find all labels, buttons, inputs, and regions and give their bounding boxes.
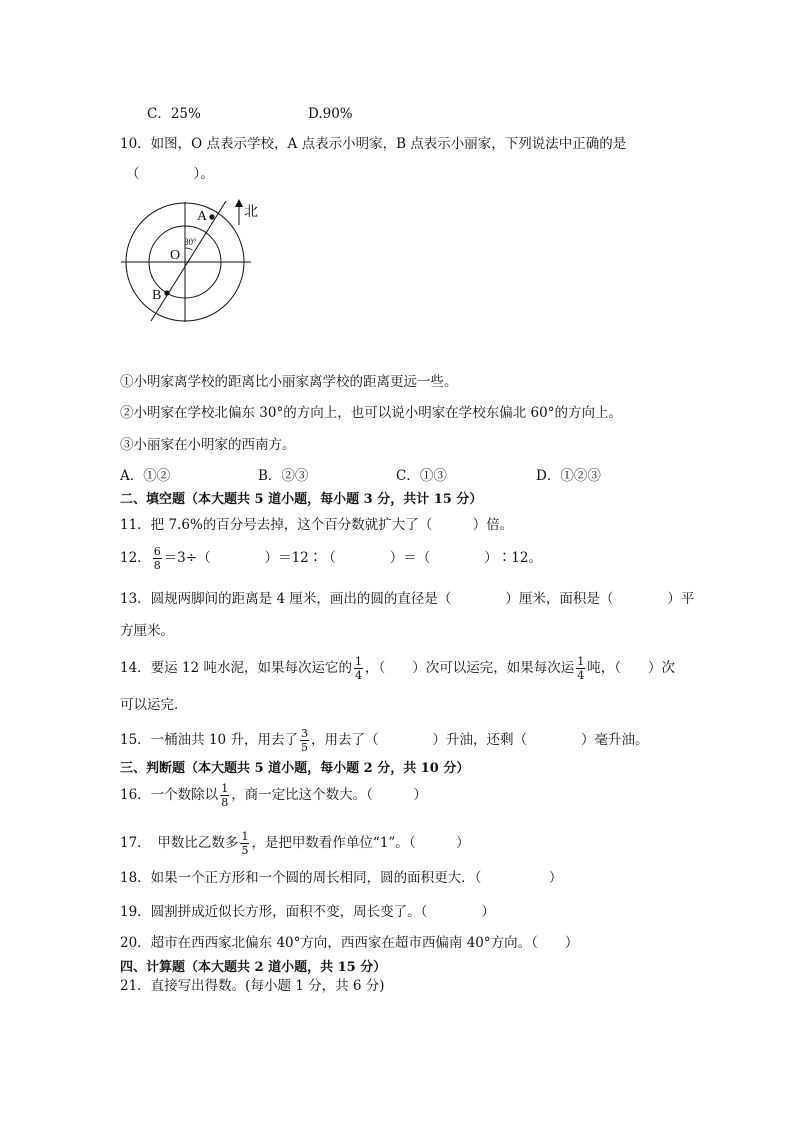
- q12-rest: ＝3÷（ ）＝12∶（ ）＝（ ）∶12。: [163, 550, 542, 566]
- q15-numerator: 3: [300, 727, 308, 740]
- label-o: O: [170, 248, 181, 263]
- option-c: C．25%: [147, 106, 201, 122]
- q14-suffix: 吨，（ ）次: [587, 660, 675, 676]
- q15-prefix: 15．一桶油共 10 升，用去了: [120, 732, 298, 748]
- q14-denominator-1: 4: [354, 669, 362, 682]
- q10-stem: 10．如图，O 点表示学校，A 点表示小明家，B 点表示小丽家，下列说法中正确的是: [120, 136, 627, 152]
- q16-rest: ，商一定比这个数大。（ ）: [231, 787, 427, 803]
- q11: 11．把 7.6%的百分号去掉，这个百分数就扩大了（ ）倍。: [120, 517, 514, 533]
- q17-fraction: [240, 831, 249, 856]
- point-a: [209, 214, 214, 219]
- ab-line: [151, 201, 226, 321]
- q14-prefix: 14．要运 12 吨水泥，如果每次运它的: [120, 660, 352, 676]
- label-b: B: [152, 288, 162, 303]
- q10-option-b: B．②③: [258, 468, 309, 484]
- q15-denominator: 5: [300, 741, 308, 754]
- q10-statement-2: ②小明家在学校北偏东 30°的方向上，也可以说小明家在学校东偏北 60°的方向上。: [120, 405, 622, 421]
- angle-label: 30°: [184, 237, 197, 247]
- q12-prefix: 12．: [120, 550, 151, 566]
- point-b: [164, 290, 169, 295]
- q10-option-d: D．①②③: [536, 468, 601, 484]
- q10-statement-1: ①小明家离学校的距离比小丽家离学校的距离更远一些。: [120, 374, 458, 390]
- q10-option-a: A．①②: [120, 468, 171, 484]
- q21: 21．直接写出得数。(每小题 1 分，共 6 分): [120, 978, 385, 994]
- q12-denominator: 8: [153, 559, 161, 572]
- q17: [120, 831, 470, 856]
- q14-middle: ，（ ）次可以运完，如果每次运: [364, 660, 575, 676]
- q20: 20．超市在西西家北偏东 40°方向，西西家在超市西偏南 40°方向。（ ）: [120, 935, 579, 951]
- section-2-heading: 二、填空题（本大题共 5 道小题，每小题 3 分，共计 15 分）: [120, 492, 483, 507]
- option-d: D.90%: [308, 106, 353, 122]
- q17-numerator: 1: [241, 830, 249, 843]
- q14-numerator-2: 1: [577, 655, 585, 668]
- q12: [120, 546, 542, 571]
- q12-numerator: 6: [153, 545, 161, 558]
- q16-prefix: 16．一个数除以: [120, 787, 219, 803]
- q15-rest: ，用去了（ ）升油，还剩（ ）毫升油。: [310, 732, 649, 748]
- q16: [120, 783, 427, 808]
- angle-arc: [185, 248, 193, 250]
- q10-blank: （ ）。: [126, 166, 214, 182]
- q15-fraction: [300, 728, 309, 753]
- north-arrow-head: [235, 199, 243, 207]
- q14-fraction-2: [576, 656, 585, 681]
- q16-numerator: 1: [221, 782, 229, 795]
- q10-figure: [118, 195, 258, 330]
- q14-fraction-1: [354, 656, 363, 681]
- label-a: A: [197, 209, 208, 224]
- q12-fraction: [153, 546, 162, 571]
- q19: 19．圆割拼成近似长方形，面积不变，周长变了。（ ）: [120, 904, 495, 920]
- section-4-heading: 四、计算题（本大题共 2 道小题，共 15 分）: [120, 960, 387, 975]
- q17-prefix: 17． 甲数比乙数多: [120, 835, 239, 851]
- q14-numerator-1: 1: [354, 655, 362, 668]
- q16-denominator: 8: [221, 796, 229, 809]
- q16-fraction: [220, 783, 229, 808]
- q15: [120, 728, 648, 753]
- q10-option-c: C．①③: [396, 468, 447, 484]
- q14-denominator-2: 4: [577, 669, 585, 682]
- q14-line-2: 可以运完．: [120, 697, 188, 713]
- section-3-heading: 三、判断题（本大题共 5 道小题，每小题 2 分，共 10 分）: [120, 761, 470, 776]
- north-label: 北: [244, 205, 258, 220]
- q10-statement-3: ③小丽家在小明家的西南方。: [120, 437, 296, 453]
- q17-rest: ，是把甲数看作单位“1”。（ ）: [251, 835, 470, 851]
- q17-denominator: 5: [241, 844, 249, 857]
- q18: 18．如果一个正方形和一个圆的周长相同，圆的面积更大．（ ）: [120, 870, 563, 886]
- q14: [120, 656, 675, 681]
- q13-line-2: 方厘米。: [120, 623, 174, 639]
- q13-line-1: 13．圆规两脚间的距离是 4 厘米，画出的圆的直径是（ ）厘米，面积是（ ）平: [120, 591, 695, 607]
